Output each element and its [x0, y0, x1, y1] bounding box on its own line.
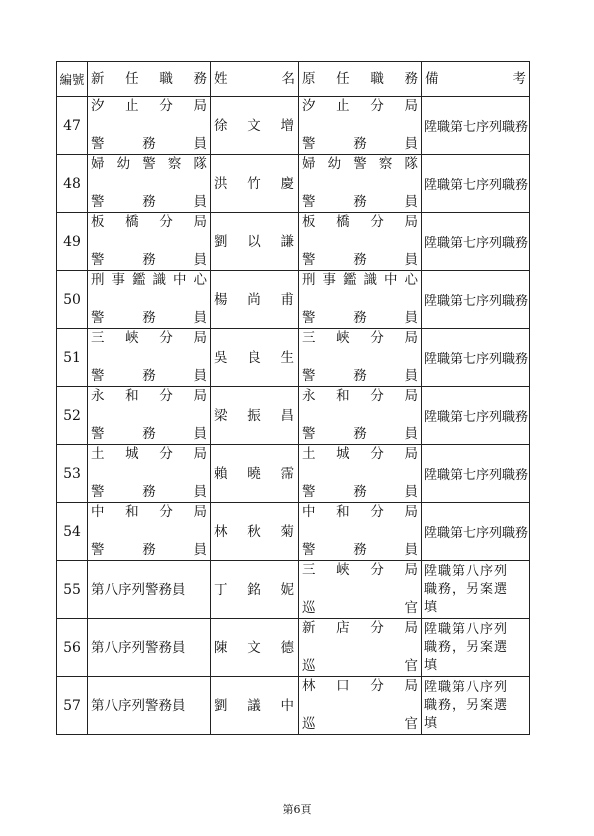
orig-post-title: 警 務 員 [302, 368, 418, 384]
note-cell [422, 619, 530, 677]
person-name: 劉 以 謙 [214, 233, 294, 250]
note-line: 陞職第八序列 [424, 679, 509, 695]
orig-post-title: 警 務 員 [302, 194, 418, 210]
person-name: 賴 曉 霈 [214, 465, 294, 482]
new-post-cell [88, 561, 211, 619]
note-text: 陞職第七序列職務 [424, 294, 529, 309]
new-post-unit: 永 和 分 局 [91, 388, 207, 404]
orig-post-unit: 三 峽 分 局 [302, 330, 418, 346]
note-cell [422, 329, 530, 387]
note-cell [422, 677, 530, 735]
orig-post-unit: 刑 事 鑑 識 中 心 [302, 272, 418, 288]
new-post-title: 警 務 員 [91, 368, 207, 384]
note-cell [422, 155, 530, 213]
note-text [422, 621, 529, 675]
table-row [57, 97, 530, 155]
table-row [57, 677, 530, 735]
orig-post-lines [299, 387, 421, 444]
name-cell [211, 503, 299, 561]
table-row [57, 619, 530, 677]
new-post-cell [88, 213, 211, 271]
name-cell [211, 561, 299, 619]
note-cell [422, 213, 530, 271]
orig-post-cell [299, 329, 422, 387]
note-line: 填 [424, 657, 439, 673]
new-post-lines [88, 503, 210, 560]
new-post-unit: 土 城 分 局 [91, 446, 207, 462]
note-cell [422, 445, 530, 503]
person-name: 徐 文 增 [214, 117, 294, 134]
new-post-cell [88, 677, 211, 735]
new-post-lines [88, 97, 210, 154]
new-post-lines [88, 445, 210, 502]
new-post-unit: 汐 止 分 局 [91, 98, 207, 114]
name-cell [211, 329, 299, 387]
new-post-title: 警 務 員 [91, 484, 207, 500]
row-number: 49 [57, 213, 88, 271]
note-line: 職務，另案選 [424, 581, 509, 597]
orig-post-title: 巡 官 [302, 600, 418, 616]
orig-post-unit: 三 峽 分 局 [302, 562, 418, 578]
header-new-post-text: 新 任 職 務 [91, 70, 207, 87]
orig-post-lines [299, 619, 421, 676]
new-post-text: 第八序列警務員 [91, 697, 186, 714]
table-row [57, 213, 530, 271]
note-cell [422, 271, 530, 329]
page-number: 第6頁 [282, 803, 312, 816]
new-post-cell [88, 271, 211, 329]
row-number: 54 [57, 503, 88, 561]
note-text [422, 679, 529, 733]
note-line: 陞職第八序列 [424, 621, 509, 637]
table-row [57, 445, 530, 503]
orig-post-unit: 新 店 分 局 [302, 620, 418, 636]
orig-post-lines [299, 271, 421, 328]
table-row [57, 561, 530, 619]
orig-post-unit: 林 口 分 局 [302, 678, 418, 694]
row-number: 57 [57, 677, 88, 735]
header-orig-post-text: 原 任 職 務 [302, 70, 418, 87]
new-post-title: 警 務 員 [91, 426, 207, 442]
header-row [57, 62, 530, 97]
note-text: 陞職第七序列職務 [424, 178, 529, 193]
name-cell [211, 387, 299, 445]
person-name: 楊 尚 甫 [214, 291, 294, 308]
new-post-unit: 三 峽 分 局 [91, 330, 207, 346]
new-post-title: 警 務 員 [91, 252, 207, 268]
orig-post-lines [299, 97, 421, 154]
orig-post-cell [299, 387, 422, 445]
header-orig-post [299, 62, 422, 97]
name-cell [211, 445, 299, 503]
person-name: 劉 議 中 [214, 697, 294, 714]
note-text: 陞職第七序列職務 [424, 526, 529, 541]
table-row [57, 329, 530, 387]
note-text: 陞職第七序列職務 [424, 236, 529, 251]
orig-post-unit: 中 和 分 局 [302, 504, 418, 520]
orig-post-title: 警 務 員 [302, 542, 418, 558]
table-row [57, 155, 530, 213]
orig-post-cell [299, 213, 422, 271]
new-post-cell [88, 387, 211, 445]
name-cell [211, 213, 299, 271]
header-name [211, 62, 299, 97]
new-post-text: 第八序列警務員 [91, 639, 186, 656]
header-no: 編號 [57, 62, 88, 97]
person-name: 梁 振 昌 [214, 407, 294, 424]
name-cell [211, 619, 299, 677]
table-row [57, 271, 530, 329]
new-post-lines [88, 213, 210, 270]
note-text: 陞職第七序列職務 [424, 468, 529, 483]
new-post-lines [88, 387, 210, 444]
row-number: 52 [57, 387, 88, 445]
row-number: 55 [57, 561, 88, 619]
row-number: 56 [57, 619, 88, 677]
note-text [422, 563, 529, 617]
header-name-text: 姓 名 [214, 70, 295, 87]
new-post-unit: 中 和 分 局 [91, 504, 207, 520]
new-post-unit: 板 橋 分 局 [91, 214, 207, 230]
row-number: 48 [57, 155, 88, 213]
person-name: 陳 文 德 [214, 639, 294, 656]
new-post-unit: 婦 幼 警 察 隊 [91, 156, 207, 172]
orig-post-unit: 永 和 分 局 [302, 388, 418, 404]
row-number: 50 [57, 271, 88, 329]
new-post-cell [88, 329, 211, 387]
note-line: 職務，另案選 [424, 639, 509, 655]
orig-post-cell [299, 561, 422, 619]
orig-post-cell [299, 271, 422, 329]
header-new-post [88, 62, 211, 97]
new-post-title: 警 務 員 [91, 136, 207, 152]
orig-post-lines [299, 561, 421, 618]
header-note-text: 備 考 [425, 70, 526, 87]
orig-post-title: 警 務 員 [302, 252, 418, 268]
orig-post-cell [299, 155, 422, 213]
table-row [57, 503, 530, 561]
row-number: 47 [57, 97, 88, 155]
row-number: 51 [57, 329, 88, 387]
orig-post-title: 警 務 員 [302, 310, 418, 326]
orig-post-unit: 板 橋 分 局 [302, 214, 418, 230]
orig-post-lines [299, 503, 421, 560]
new-post-title: 警 務 員 [91, 194, 207, 210]
note-text: 陞職第七序列職務 [424, 120, 529, 135]
table-row [57, 387, 530, 445]
orig-post-unit: 婦 幼 警 察 隊 [302, 156, 418, 172]
new-post-cell [88, 619, 211, 677]
orig-post-title: 巡 官 [302, 658, 418, 674]
orig-post-lines [299, 329, 421, 386]
name-cell [211, 271, 299, 329]
orig-post-unit: 土 城 分 局 [302, 446, 418, 462]
person-name: 丁 銘 妮 [214, 581, 294, 598]
person-name: 吳 良 生 [214, 349, 294, 366]
person-name: 洪 竹 慶 [214, 175, 294, 192]
orig-post-title: 警 務 員 [302, 484, 418, 500]
note-text: 陞職第七序列職務 [424, 410, 529, 425]
new-post-cell [88, 97, 211, 155]
orig-post-lines [299, 213, 421, 270]
note-line: 填 [424, 715, 439, 731]
new-post-cell [88, 445, 211, 503]
new-post-title: 警 務 員 [91, 310, 207, 326]
note-line: 職務，另案選 [424, 697, 509, 713]
name-cell [211, 677, 299, 735]
note-text: 陞職第七序列職務 [424, 352, 529, 367]
new-post-title: 警 務 員 [91, 542, 207, 558]
orig-post-cell [299, 97, 422, 155]
orig-post-lines [299, 445, 421, 502]
orig-post-cell [299, 445, 422, 503]
orig-post-cell [299, 503, 422, 561]
orig-post-unit: 汐 止 分 局 [302, 98, 418, 114]
new-post-text: 第八序列警務員 [91, 581, 186, 598]
orig-post-title: 警 務 員 [302, 426, 418, 442]
note-cell [422, 387, 530, 445]
orig-post-cell [299, 677, 422, 735]
orig-post-cell [299, 619, 422, 677]
note-line: 填 [424, 599, 439, 615]
new-post-lines [88, 155, 210, 212]
note-cell [422, 97, 530, 155]
person-name: 林 秋 菊 [214, 523, 294, 540]
new-post-cell [88, 503, 211, 561]
new-post-lines [88, 271, 210, 328]
orig-post-lines [299, 677, 421, 734]
new-post-lines [88, 329, 210, 386]
orig-post-title: 巡 官 [302, 716, 418, 732]
row-number: 53 [57, 445, 88, 503]
note-cell [422, 503, 530, 561]
new-post-cell [88, 155, 211, 213]
new-post-unit: 刑 事 鑑 識 中 心 [91, 272, 207, 288]
orig-post-lines [299, 155, 421, 212]
personnel-table [56, 61, 530, 735]
note-line: 陞職第八序列 [424, 563, 509, 579]
name-cell [211, 97, 299, 155]
note-cell [422, 561, 530, 619]
orig-post-title: 警 務 員 [302, 136, 418, 152]
name-cell [211, 155, 299, 213]
header-note [422, 62, 530, 97]
